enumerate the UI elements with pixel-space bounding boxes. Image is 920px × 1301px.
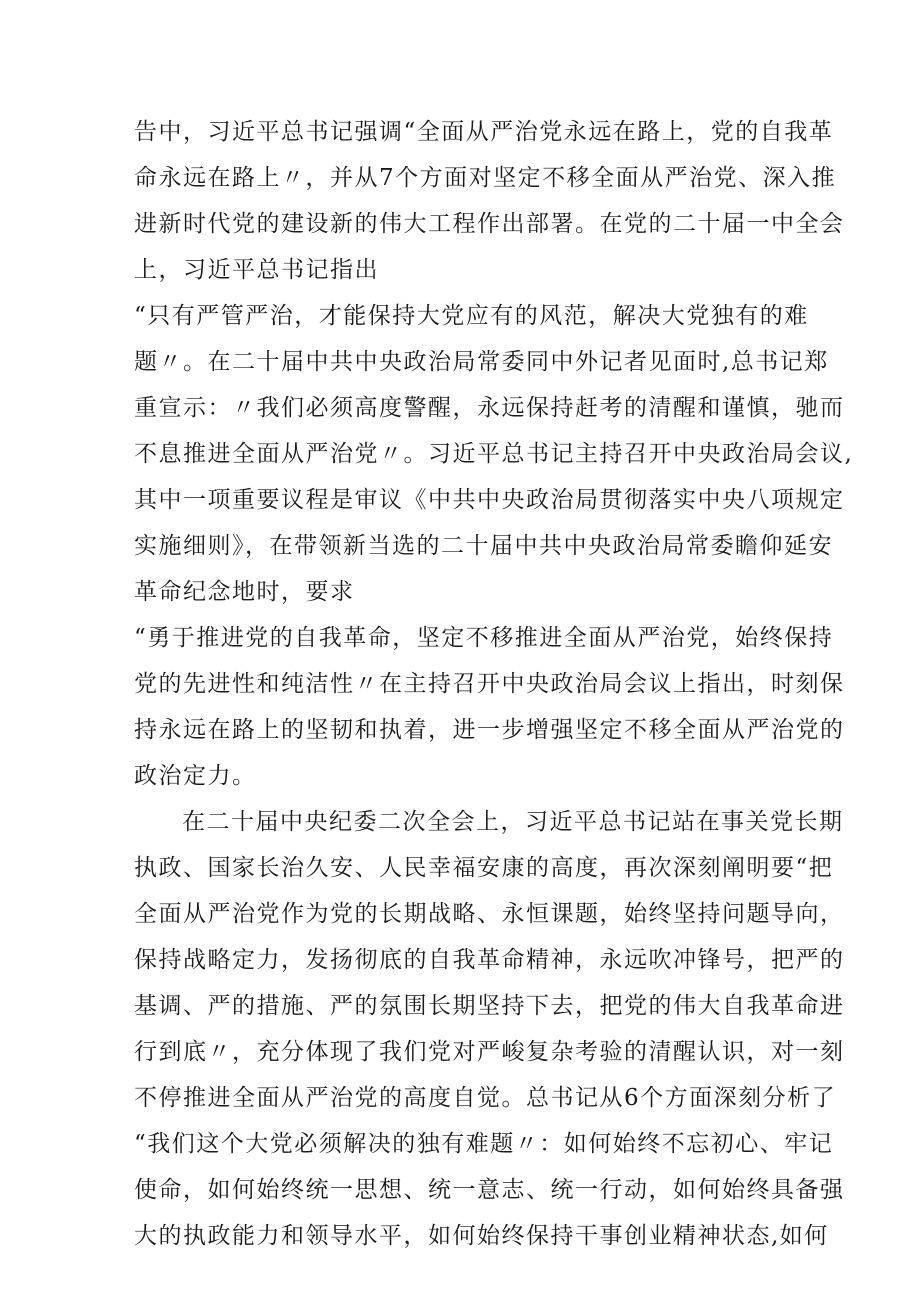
text-line: 政治定力。 — [134, 763, 257, 789]
text-line: 党的先进性和纯洁性〃在主持召开中央政治局会议上指出，时刻保 — [134, 671, 845, 697]
text-line: 全面从严治党作为党的长期战略、永恒课题，始终坚持问题导向， — [134, 901, 845, 927]
text-line: 进新时代党的建设新的伟大工程作出部署。在党的二十届一中全会 — [134, 211, 845, 237]
text-line: 革命纪念地时，要求 — [134, 579, 355, 605]
text-line: 不停推进全面从严治党的高度自觉。总书记从6个方面深刻分析了 — [134, 1085, 837, 1111]
text-line: 上，习近平总书记指出 — [134, 257, 379, 283]
text-line: 其中一项重要议程是审议《中共中央政治局贯彻落实中央八项规定 — [134, 487, 845, 513]
text-line: 保持战略定力，发扬彻底的自我革命精神，永远吹冲锋号，把严的 — [134, 947, 845, 973]
text-line: 持永远在路上的坚韧和执着，进一步增强坚定不移全面从严治党的 — [134, 717, 845, 743]
text-line: “只有严管严治，才能保持大党应有的风范，解决大党独有的难 — [134, 303, 809, 329]
text-line: 大的执政能力和领导水平，如何始终保持干事创业精神状态,如何 — [134, 1223, 829, 1249]
text-line: 重宣示：〃我们必须高度警醒，永远保持赶考的清醒和谨慎，驰而 — [134, 395, 845, 421]
text-line: 命永远在路上〃，并从7个方面对坚定不移全面从严治党、深入推 — [134, 165, 837, 191]
text-line: 使命，如何始终统一思想、统一意志、统一行动，如何始终具备强 — [134, 1177, 845, 1203]
paragraph-first-line: 在二十届中央纪委二次全会上，习近平总书记站在事关党长期 — [182, 809, 844, 835]
text-line: 题〃。在二十届中共中央政治局常委同中外记者见面时,总书记郑 — [134, 349, 829, 375]
text-line: 行到底〃，充分体现了我们党对严峻复杂考验的清醒认识，对一刻 — [134, 1039, 845, 1065]
text-line: “我们这个大党必须解决的独有难题〃：如何始终不忘初心、牢记 — [134, 1131, 834, 1157]
text-line: 不息推进全面从严治党〃。习近平总书记主持召开中央政治局会议, — [134, 441, 854, 467]
text-line: 执政、国家长治久安、人民幸福安康的高度，再次深刻阐明要“把 — [134, 855, 834, 881]
text-line: “勇于推进党的自我革命，坚定不移推进全面从严治党，始终保持 — [134, 625, 834, 651]
text-line: 告中，习近平总书记强调“全面从严治党永远在路上，党的自我革 — [134, 119, 834, 145]
text-line: 实施细则》，在带领新当选的二十届中共中央政治局常委瞻仰延安 — [134, 533, 833, 559]
text-line: 基调、严的措施、严的氛围长期坚持下去，把党的伟大自我革命进 — [134, 993, 845, 1019]
